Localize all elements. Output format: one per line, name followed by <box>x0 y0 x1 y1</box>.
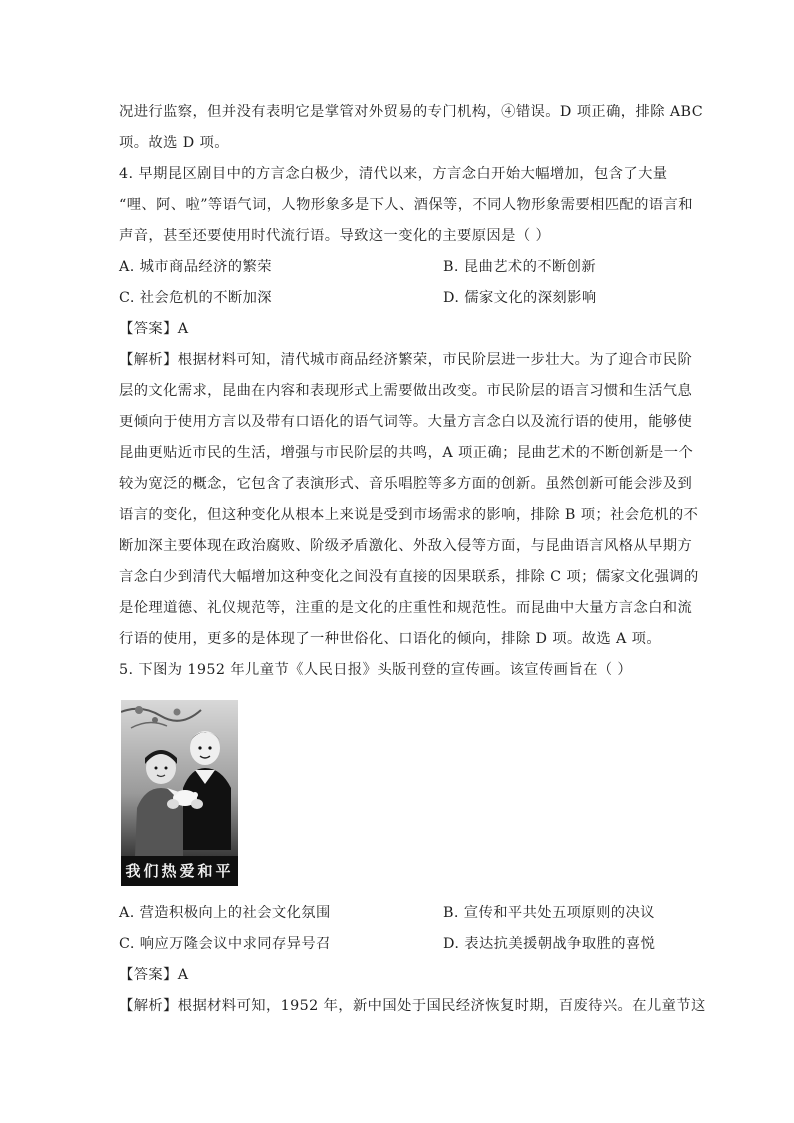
question-4-explanation-6: 语言的变化，但这种变化从根本上来说是受到市场需求的影响，排除 B 项；社会危机的不 <box>119 507 699 523</box>
question-5-option-b: B. 宣传和平共处五项原则的决议 <box>443 905 655 921</box>
question-4-stem-3: 声音，甚至还要使用时代流行语。导致这一变化的主要原因是（ ） <box>119 228 551 244</box>
question-4-explanation-2: 层的文化需求，昆曲在内容和表现形式上需要做出改变。市民阶层的语言习惯和生活气息 <box>119 383 693 399</box>
question-4-explanation-8: 言念白少到清代大幅增加这种变化之间没有直接的因果联系，排除 C 项；儒家文化强调的 <box>119 569 699 585</box>
question-4-stem-1: 4. 早期昆区剧目中的方言念白极少，清代以来，方言念白开始大幅增加，包含了大量 <box>119 166 668 182</box>
question-4-explanation-1: 【解析】根据材料可知，清代城市商品经济繁荣，市民阶层进一步壮大。为了迎合市民阶 <box>119 352 693 368</box>
poster-caption: 我们热爱和平 <box>121 856 238 886</box>
line-2: 项。故选 D 项。 <box>119 135 229 151</box>
question-5-option-c: C. 响应万隆会议中求同存异号召 <box>119 936 331 952</box>
question-5-option-d: D. 表达抗美援朝战争取胜的喜悦 <box>443 936 656 952</box>
question-5-stem: 5. 下图为 1952 年儿童节《人民日报》头版刊登的宣传画。该宣传画旨在（ ） <box>119 662 633 678</box>
question-4-stem-2: “哩、阿、啦”等语气词，人物形象多是下人、酒保等，不同人物形象需要相匹配的语言和 <box>119 197 693 213</box>
question-4-explanation-3: 更倾向于使用方言以及带有口语化的语气词等。大量方言念白以及流行语的使用，能够使 <box>119 414 693 430</box>
question-5-answer: 【答案】A <box>119 967 189 983</box>
question-4-explanation-10: 行语的使用，更多的是体现了一种世俗化、口语化的倾向，排除 D 项。故选 A 项。 <box>119 631 662 647</box>
question-4-explanation-7: 断加深主要体现在政治腐败、阶级矛盾激化、外敌入侵等方面，与昆曲语言风格从早期方 <box>119 538 693 554</box>
question-4-explanation-5: 较为宽泛的概念，它包含了表演形式、音乐唱腔等多方面的创新。虽然创新可能会涉及到 <box>119 476 693 492</box>
propaganda-poster-image <box>121 700 238 886</box>
question-4-explanation-4: 昆曲更贴近市民的生活，增强与市民阶层的共鸣，A 项正确；昆曲艺术的不断创新是一个 <box>119 445 694 461</box>
question-4-option-d: D. 儒家文化的深刻影响 <box>443 290 597 306</box>
question-5-explanation-1: 【解析】根据材料可知，1952 年，新中国处于国民经济恢复时期，百废待兴。在儿童节这 <box>119 998 706 1014</box>
question-4-option-b: B. 昆曲艺术的不断创新 <box>443 259 597 275</box>
question-4-option-c: C. 社会危机的不断加深 <box>119 290 272 306</box>
question-5-option-a: A. 营造积极向上的社会文化氛围 <box>119 905 331 921</box>
question-4-option-a: A. 城市商品经济的繁荣 <box>119 259 272 275</box>
line-1: 况进行监察，但并没有表明它是掌管对外贸易的专门机构，④错误。D 项正确，排除 ABC <box>119 104 704 120</box>
question-4-explanation-9: 是伦理道德、礼仪规范等，注重的是文化的庄重性和规范性。而昆曲中大量方言念白和流 <box>119 600 693 616</box>
question-4-answer: 【答案】A <box>119 321 189 337</box>
